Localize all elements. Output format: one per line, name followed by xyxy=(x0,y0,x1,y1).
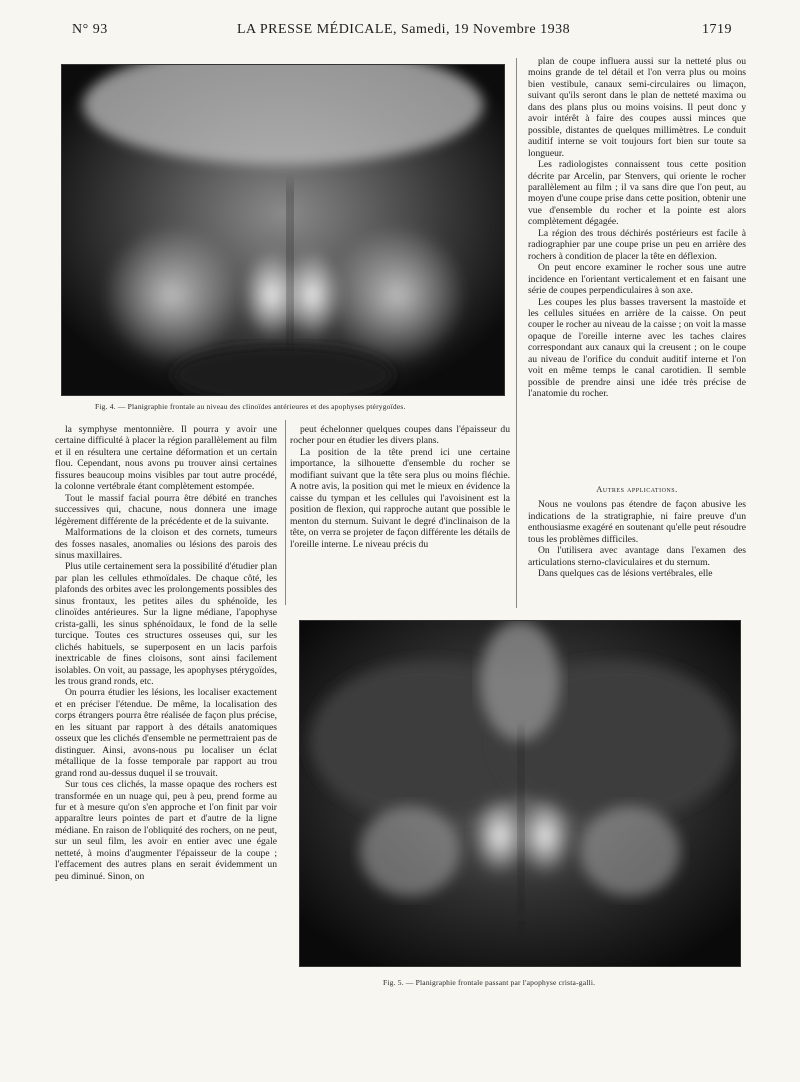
paragraph: Nous ne voulons pas étendre de façon abusive les indications de la stratigraphie, ni faire preuve d'un enthousiasme exagéré en soutenant qu'elle peut résoudre tous les problèmes difficiles. xyxy=(528,499,746,545)
column-divider xyxy=(516,58,517,608)
paragraph: On l'utilisera avec avantage dans l'examen des articulations sterno-claviculaires et du sternum. xyxy=(528,545,746,568)
paragraph: On pourra étudier les lésions, les localiser exactement et en préciser l'étendue. De même, la localisation des corps étrangers pourra être réalisée de façon plus précise, en les situant par rapport à des détails anatomiques osseux que les clichés d'ensemble ne permettraient pas de distinguer. Ainsi, avons-nous pu localiser un éclat métallique de la fosse temporale par rapport au trou grand rond au-dessus duquel il se trouvait. xyxy=(55,687,277,779)
left-column xyxy=(55,424,277,994)
figure-5-xray xyxy=(299,620,741,967)
journal-title: LA PRESSE MÉDICALE, Samedi, 19 Novembre 1938 xyxy=(237,22,571,37)
paragraph: Les coupes les plus basses traversent la mastoïde et les cellules situées en arrière de la caisse. On peut couper le rocher au niveau de la caisse ; on voit la masse opaque de l'oreille interne avec les taches claires correspondant aux canaux qui la creusent ; on le coupe au niveau de l'orifice du conduit auditif interne et l'on voit en même temps le canal carotidien. Il semble possible de prendre ainsi une idée très précise de l'anatomie du rocher. xyxy=(528,296,746,400)
middle-column xyxy=(290,424,510,600)
issue-number: N° 93 xyxy=(72,22,108,37)
paragraph: Plus utile certainement sera la possibilité d'étudier plan par plan les cellules ethmoïdales. De chaque côté, les plafonds des orbites avec les prolongements possibles des sinus frontaux, les petites ailes du sphénoïde, les clinoïdes antérieures. Sur la ligne médiane, l'apophyse crista-galli, les sinus sphénoïdaux, le fond de la selle turcique. Toutes ces structures osseuses qui, sur les clichés habituels, se superposent en un lacis parfois inextricable de fines cloisons, sont ainsi facilement isolables. On voit, au passage, les apophyses ptérygoïdes, les trous grand ronds, etc. xyxy=(55,561,277,687)
paragraph: peut échelonner quelques coupes dans l'épaisseur du rocher pour en étudier les divers plans. xyxy=(290,424,510,447)
section-title: Autres applications. xyxy=(596,484,678,494)
right-column-top xyxy=(528,56,746,474)
paragraph: Les radiologistes connaissent tous cette position décrite par Arcelin, par Stenvers, qui oriente le rocher parallèlement au film ; il va sans dire que l'on peut, au moyen d'une coupe prise dans cette position, obtenir une vue d'ensemble du rocher et la pointe est alors complètement dégagée. xyxy=(528,159,746,228)
paragraph: la symphyse mentonnière. Il pourra y avoir une certaine difficulté à placer la région parallèlement au film et il en résultera une certaine déformation et un certain flou. Cependant, nous avons pu trouver ainsi certaines fissures beaucoup moins visibles par tout autre procédé, la colonne vertébrale étant complètement estompée. xyxy=(55,424,277,493)
paragraph: La région des trous déchirés postérieurs est facile à radiographier par une coupe prise un peu en arrière des rochers à condition de placer la tête en déflexion. xyxy=(528,227,746,262)
paragraph: Tout le massif facial pourra être débité en tranches successives qui, chacune, nous donnera une image légèrement différente de la précédente et de la suivante. xyxy=(55,492,277,527)
paragraph: plan de coupe influera aussi sur la netteté plus ou moins grande de tel détail et l'on verra plus ou moins bien vestibule, canaux semi-circulaires ou limaçon, suivant qu'ils seront dans le plan de netteté maxima ou dans des plans plus ou moins voisins. Il peut donc y avoir intérêt à faire des coupes aussi minces que possible, distantes de quelques millimètres. Le conduit auditif interne se voit toujours fort bien sur toute sa longueur. xyxy=(528,56,746,159)
figure-5-caption: Fig. 5. — Planigraphie frontale passant par l'apophyse crista-galli. xyxy=(383,978,596,987)
figure-4-xray xyxy=(61,64,505,396)
paragraph: Malformations de la cloison et des cornets, tumeurs des fosses nasales, anomalies ou lésions des parois des sinus maxillaires. xyxy=(55,527,277,561)
column-divider xyxy=(285,420,286,605)
paragraph: Sur tous ces clichés, la masse opaque des rochers est transformée en un nuage qui, peu à peu, prend forme au fur et à mesure qu'on s'en approche et l'on finit par voir apparaître leurs pointes de part et d'autre de la ligne médiane. En raison de l'obliquité des rochers, on ne peut, sur un seul film, les avoir en entier avec une égale netteté, à moins d'augmenter l'épaisseur de la coupe ; l'effacement des autres plans en serait évidemment un peu diminué. Sinon, on xyxy=(55,779,277,882)
paragraph: On peut encore examiner le rocher sous une autre incidence en l'orientant verticalement et en faisant une série de coupes perpendiculaires à son axe. xyxy=(528,262,746,297)
right-column-bottom xyxy=(528,478,746,608)
paragraph: La position de la tête prend ici une certaine importance, la silhouette d'ensemble du rocher se modifiant suivant que la tête sera plus ou moins fléchie. A notre avis, la position qui met le mieux en évidence la caisse du tympan et les cellules qui l'avoisinent est la position de flexion, qui rapproche autant que possible le menton du sternum. Suivant le degré d'inclinaison de la tête, on verra se projeter de façon différente les détails de l'oreille interne. Le niveau précis du xyxy=(290,446,510,550)
paragraph: Dans quelques cas de lésions vertébrales, elle xyxy=(538,568,713,580)
figure-4-caption: Fig. 4. — Planigraphie frontale au niveau des clinoïdes antérieures et des apophyses ptérygoïdes. xyxy=(95,402,406,411)
page-number: 1719 xyxy=(702,22,732,37)
page-header xyxy=(72,22,732,42)
